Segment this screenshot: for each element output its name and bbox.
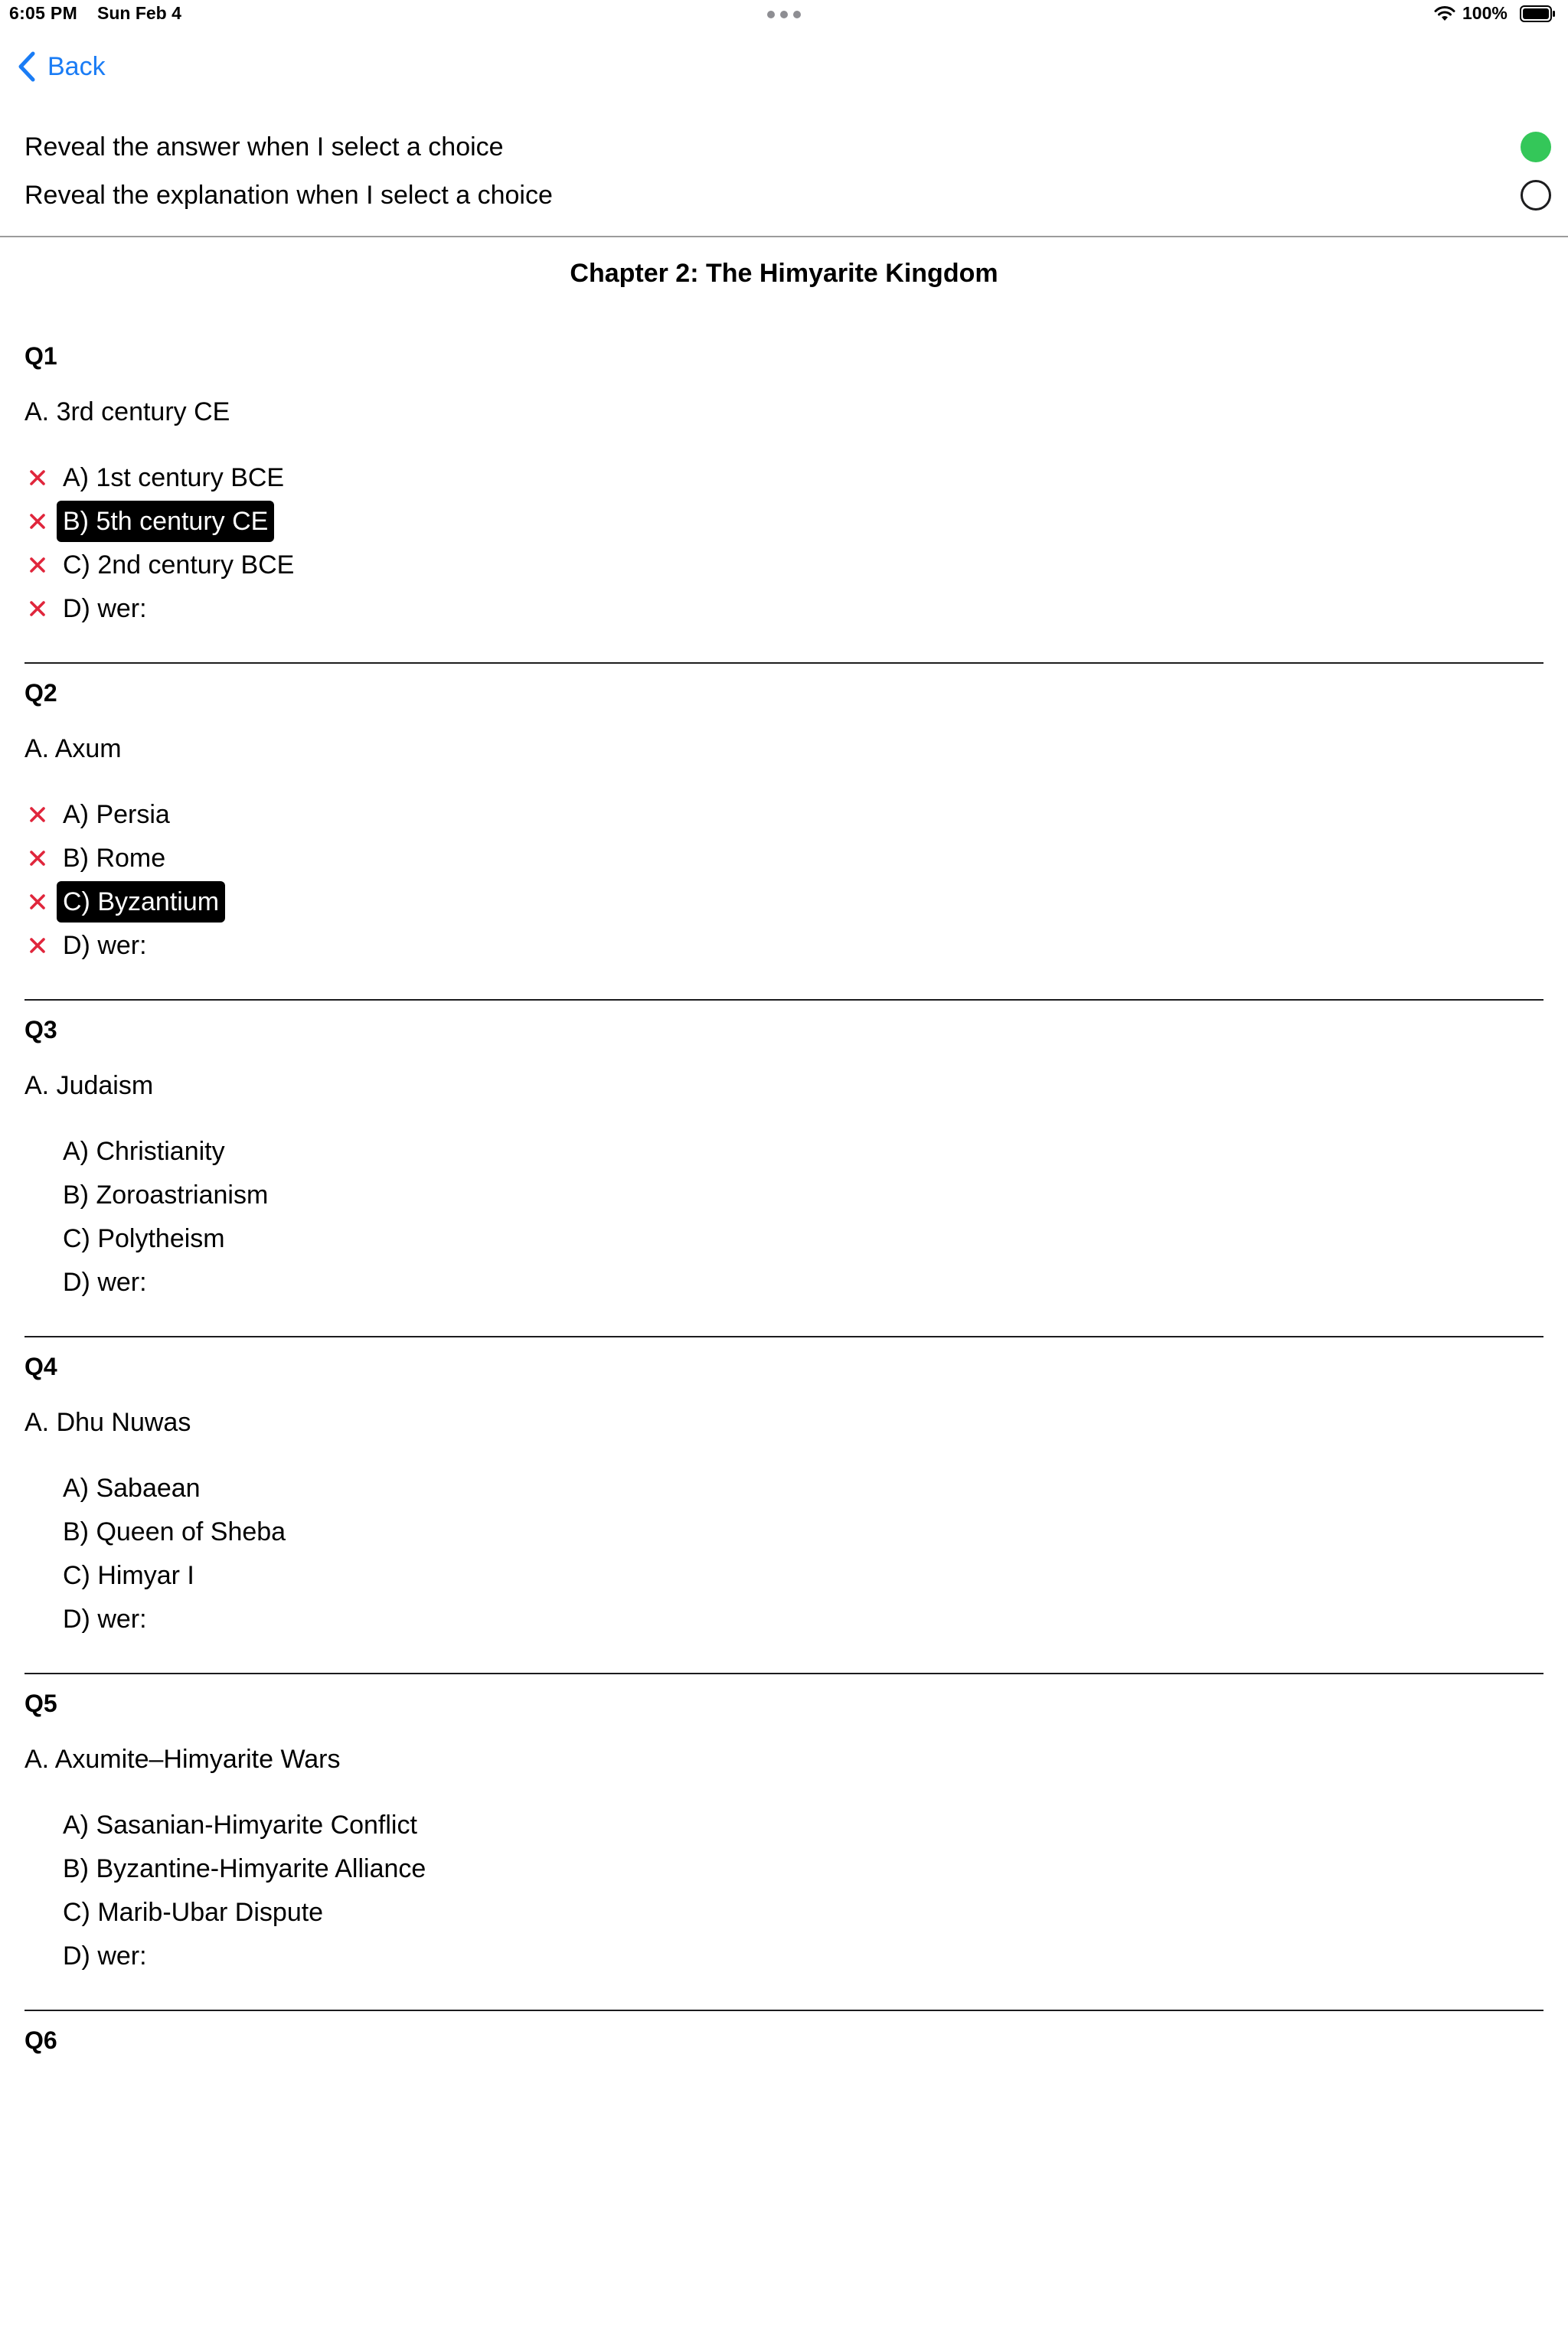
status-time: 6:05 PM bbox=[9, 3, 78, 23]
question-label: Q1 bbox=[24, 342, 57, 370]
question-block bbox=[24, 327, 1544, 664]
choice-text-selected: B) 5th century CE bbox=[57, 501, 274, 542]
question-answer: A. Axum bbox=[24, 734, 122, 763]
choice-text: B) Rome bbox=[63, 843, 166, 873]
reveal-explanation-row bbox=[24, 172, 1551, 218]
choice-option[interactable] bbox=[24, 880, 225, 923]
choice-option[interactable] bbox=[24, 1216, 274, 1260]
battery-percent: 100% bbox=[1462, 3, 1508, 23]
choice-list bbox=[24, 1129, 274, 1304]
question-block bbox=[24, 1674, 1544, 2011]
choice-text: D) wer: bbox=[63, 1267, 147, 1297]
choice-option[interactable] bbox=[24, 499, 300, 543]
chapter-title: Chapter 2: The Himyarite Kingdom bbox=[570, 259, 998, 288]
battery-icon bbox=[1520, 5, 1555, 22]
question-label: Q2 bbox=[24, 679, 57, 707]
choice-list bbox=[24, 792, 225, 967]
choice-text: A) Sasanian-Himyarite Conflict bbox=[63, 1810, 417, 1840]
choice-option[interactable] bbox=[24, 456, 300, 499]
question-label: Q6 bbox=[24, 2026, 57, 2054]
question-block bbox=[24, 1337, 1544, 1674]
choice-option[interactable] bbox=[24, 836, 225, 880]
x-mark-icon bbox=[24, 552, 51, 578]
x-mark-icon bbox=[24, 465, 51, 491]
choice-text: C) Himyar I bbox=[63, 1560, 194, 1590]
back-button[interactable] bbox=[17, 51, 106, 83]
question-block bbox=[24, 2011, 1544, 2348]
choice-text: C) 2nd century BCE bbox=[63, 550, 295, 580]
question-label: Q5 bbox=[24, 1690, 57, 1717]
header-divider bbox=[0, 236, 1568, 237]
choice-option[interactable] bbox=[24, 1466, 292, 1510]
choice-text: A) Christianity bbox=[63, 1136, 225, 1166]
choice-option[interactable] bbox=[24, 586, 300, 630]
choice-option[interactable] bbox=[24, 1553, 292, 1597]
choice-option[interactable] bbox=[24, 1890, 432, 1934]
back-label: Back bbox=[47, 51, 106, 81]
choice-option[interactable] bbox=[24, 1847, 432, 1890]
choice-option[interactable] bbox=[24, 1129, 274, 1173]
choice-text-selected: C) Byzantium bbox=[57, 881, 225, 923]
reveal-explanation-label: Reveal the explanation when I select a choice bbox=[24, 180, 553, 210]
question-block bbox=[24, 664, 1544, 1001]
choice-option[interactable] bbox=[24, 923, 225, 967]
reveal-answer-row bbox=[24, 124, 1551, 170]
question-answer: A. 3rd century CE bbox=[24, 397, 230, 426]
choice-option[interactable] bbox=[24, 1934, 432, 1977]
status-date: Sun Feb 4 bbox=[97, 3, 181, 23]
question-block bbox=[24, 1001, 1544, 1337]
question-label: Q4 bbox=[24, 1353, 57, 1380]
choice-text: C) Marib-Ubar Dispute bbox=[63, 1897, 324, 1927]
choice-option[interactable] bbox=[24, 1803, 432, 1847]
choice-text: A) 1st century BCE bbox=[63, 462, 285, 492]
choice-option[interactable] bbox=[24, 792, 225, 836]
choice-text: D) wer: bbox=[63, 1941, 147, 1971]
choice-option[interactable] bbox=[24, 1510, 292, 1553]
choice-text: C) Polytheism bbox=[63, 1223, 225, 1253]
reveal-explanation-toggle[interactable] bbox=[1521, 180, 1551, 211]
chevron-left-icon bbox=[17, 51, 37, 83]
choice-text: B) Queen of Sheba bbox=[63, 1517, 286, 1546]
choice-text: D) wer: bbox=[63, 593, 147, 623]
wifi-icon bbox=[1433, 5, 1456, 21]
choice-list bbox=[24, 1466, 292, 1641]
choice-text: B) Byzantine-Himyarite Alliance bbox=[63, 1853, 426, 1883]
choice-option[interactable] bbox=[24, 1173, 274, 1216]
choice-option[interactable] bbox=[24, 1597, 292, 1641]
choice-option[interactable] bbox=[24, 543, 300, 586]
x-mark-icon bbox=[24, 932, 51, 958]
question-answer: A. Axumite–Himyarite Wars bbox=[24, 1745, 341, 1774]
x-mark-icon bbox=[24, 845, 51, 871]
choice-text: D) wer: bbox=[63, 930, 147, 960]
choice-option[interactable] bbox=[24, 1260, 274, 1304]
question-answer: A. Judaism bbox=[24, 1071, 154, 1100]
choice-text: A) Sabaean bbox=[63, 1473, 201, 1503]
x-mark-icon bbox=[24, 508, 51, 534]
question-label: Q3 bbox=[24, 1016, 57, 1043]
reveal-answer-toggle[interactable] bbox=[1521, 132, 1551, 162]
choice-text: D) wer: bbox=[63, 1604, 147, 1634]
choice-list bbox=[24, 456, 300, 630]
x-mark-icon bbox=[24, 596, 51, 622]
x-mark-icon bbox=[24, 889, 51, 915]
reveal-answer-label: Reveal the answer when I select a choice bbox=[24, 132, 504, 162]
question-answer: A. Dhu Nuwas bbox=[24, 1408, 191, 1437]
x-mark-icon bbox=[24, 802, 51, 828]
multitasking-dots-icon[interactable] bbox=[767, 11, 801, 20]
choice-list bbox=[24, 1803, 432, 1977]
choice-text: A) Persia bbox=[63, 799, 170, 829]
status-bar bbox=[0, 0, 1568, 34]
choice-text: B) Zoroastrianism bbox=[63, 1180, 269, 1210]
question-list bbox=[24, 327, 1544, 2348]
